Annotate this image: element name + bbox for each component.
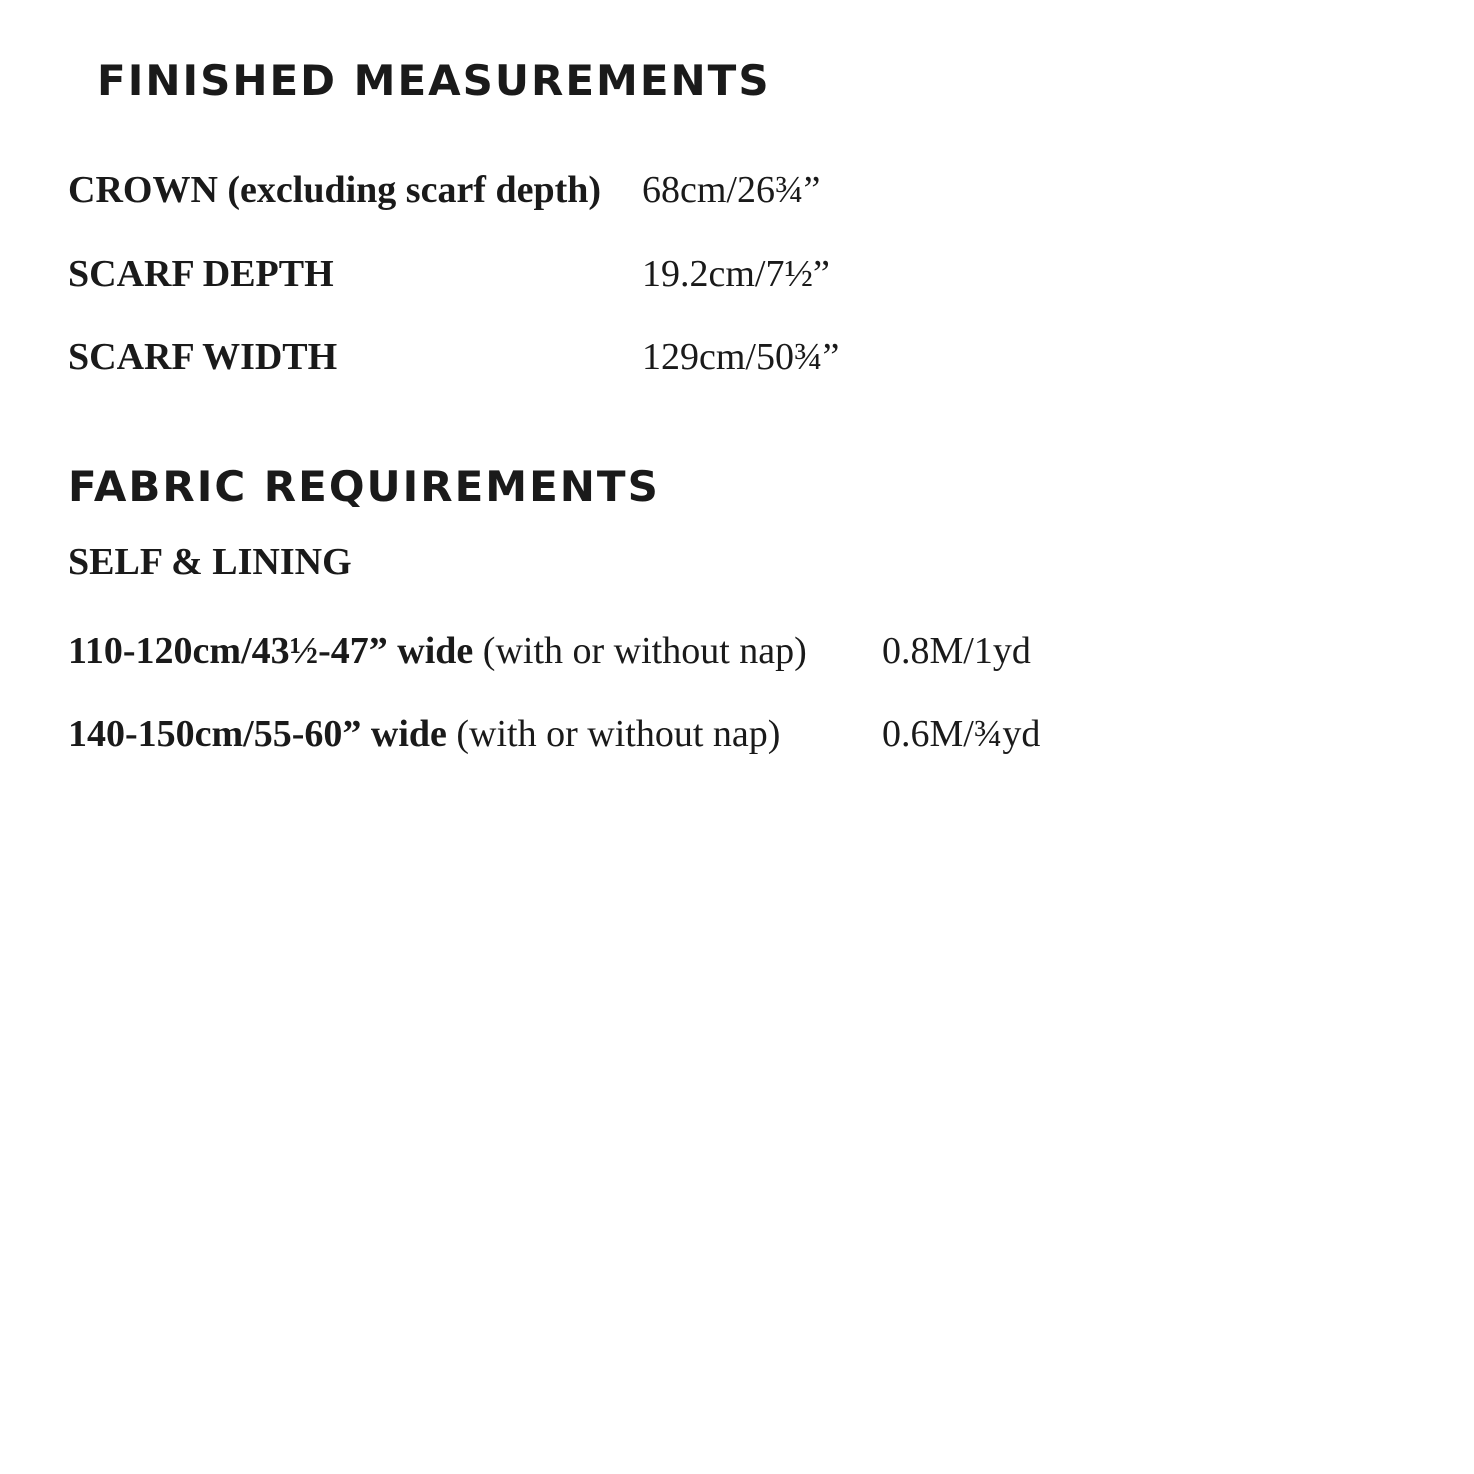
self-lining-subheading: SELF & LINING: [68, 541, 352, 583]
measurement-value: 68cm/26¾”: [642, 169, 821, 211]
fabric-width-text: 140-150cm/55-60” wide: [68, 713, 447, 755]
measurement-label: CROWN (excluding scarf depth): [68, 169, 602, 211]
measurement-value: 19.2cm/7½”: [642, 253, 830, 295]
finished-measurements-heading: FINISHED MEASUREMENTS: [97, 56, 771, 105]
fabric-width-text: 110-120cm/43½-47” wide: [68, 630, 474, 672]
fabric-amount: 0.8M/1yd: [882, 630, 1031, 672]
measurement-label: SCARF DEPTH: [68, 253, 334, 295]
fabric-width-label: [68, 629, 807, 673]
measurement-value: 129cm/50¾”: [642, 336, 840, 378]
fabric-width-label: [68, 712, 780, 756]
fabric-nap-note: (with or without nap): [446, 713, 781, 755]
fabric-requirements-heading: FABRIC REQUIREMENTS: [68, 462, 660, 511]
fabric-amount: 0.6M/¾yd: [882, 713, 1041, 755]
fabric-nap-note: (with or without nap): [473, 630, 807, 672]
measurement-label: SCARF WIDTH: [68, 336, 338, 378]
